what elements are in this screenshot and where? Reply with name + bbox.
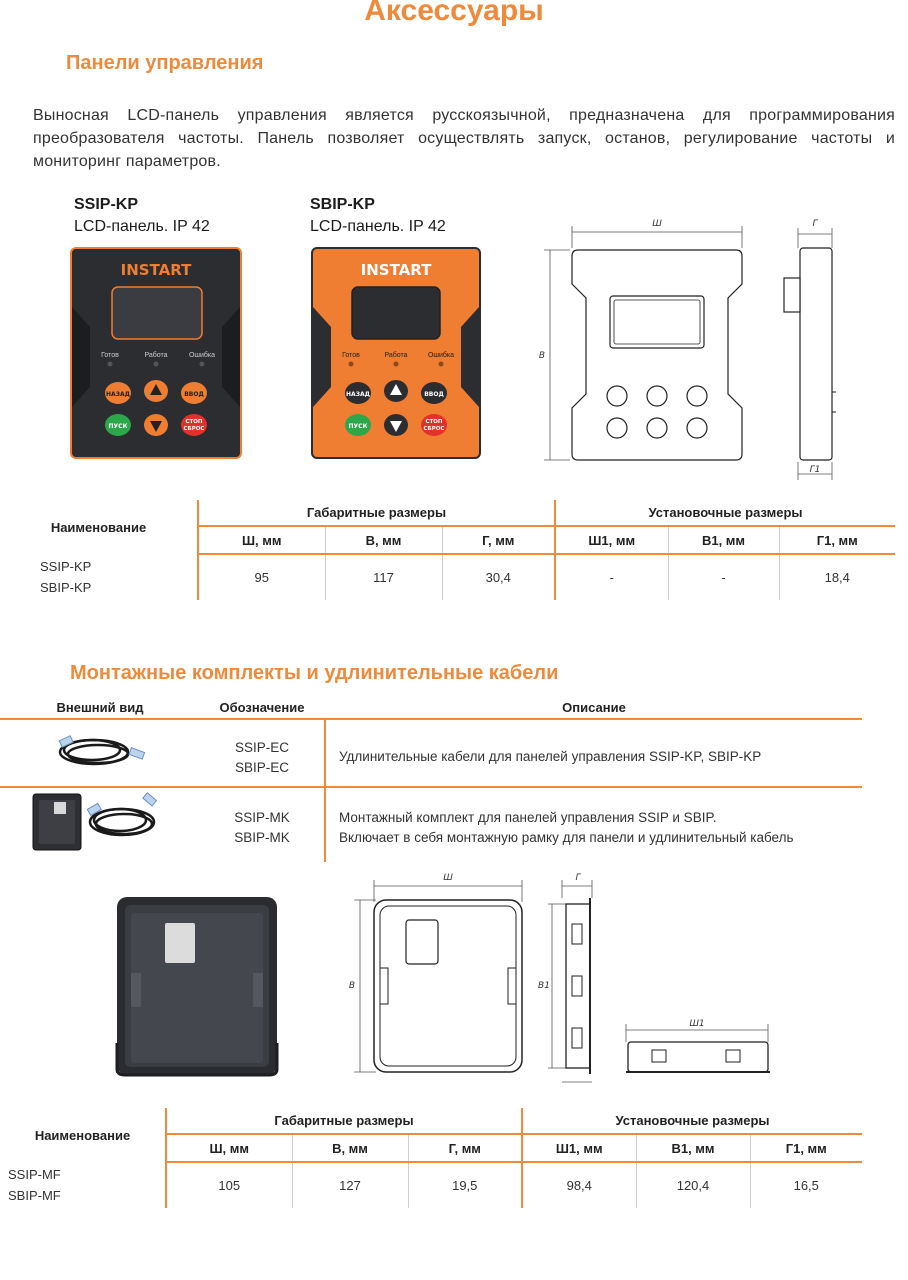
- page-title: Аксессуары: [364, 0, 544, 27]
- cell-value: -: [555, 554, 668, 600]
- table1-col-w: Ш, мм: [198, 526, 325, 554]
- section-title-panels: Панели управления: [66, 52, 264, 74]
- kit-description: Удлинительные кабели для панелей управления SSIP-KP, SBIP-KP: [339, 749, 762, 764]
- kit-description: Монтажный комплект для панелей управления SSIP и SBIP.: [339, 810, 717, 825]
- cell-value: 16,5: [750, 1162, 862, 1208]
- product-caption-ssip: [74, 196, 210, 236]
- led-label-error: Ошибка: [188, 352, 216, 359]
- row-name: SBIP-KP: [40, 580, 92, 595]
- cell-value: 98,4: [522, 1162, 636, 1208]
- cell-value: 95: [198, 554, 325, 600]
- frame-dim-w-label: Ш: [443, 873, 453, 883]
- kits-header-description: Описание: [562, 700, 626, 715]
- btn-enter-label: ВВОД: [424, 391, 444, 398]
- btn-stop-label: СТОП: [425, 419, 443, 425]
- frame-dim-h-label: В: [348, 981, 356, 991]
- cell-value: 117: [325, 554, 442, 600]
- cell-value: 105: [166, 1162, 292, 1208]
- led-label-run: Работа: [384, 352, 408, 359]
- kit-code: SBIP-MK: [234, 830, 290, 845]
- table2-group-overall: Габаритные размеры: [166, 1108, 522, 1134]
- led-label-run: Работа: [144, 352, 168, 359]
- product-subtitle: LCD-панель. IP 42: [74, 218, 210, 235]
- frame-dim-w1-label: Ш1: [689, 1019, 705, 1029]
- product-name: SBIP-KP: [310, 196, 375, 213]
- table2-col-w1: Ш1, мм: [522, 1134, 636, 1162]
- kit-description: Включает в себя монтажную рамку для панели и удлинительный кабель: [339, 830, 794, 845]
- table1-group-mounting: Установочные размеры: [555, 500, 895, 526]
- btn-enter-label: ВВОД: [184, 391, 204, 398]
- mounting-kit-image: [32, 792, 162, 852]
- table2-col-d1: Г1, мм: [750, 1134, 862, 1162]
- panel-dimension-drawing: [530, 212, 850, 492]
- table2-col-d: Г, мм: [408, 1134, 522, 1162]
- dim-h-label: В: [538, 351, 546, 361]
- led-label-ready: Готов: [342, 352, 360, 359]
- kits-table: [0, 694, 862, 864]
- table1-name-header: Наименование: [50, 519, 147, 535]
- cell-value: 18,4: [779, 554, 895, 600]
- frame-dim-d-label: Г: [575, 873, 581, 883]
- kit-code: SSIP-MK: [234, 810, 290, 825]
- btn-back-label: НАЗАД: [106, 391, 130, 398]
- btn-back-label: НАЗАД: [346, 391, 370, 398]
- btn-start-label: ПУСК: [348, 423, 368, 430]
- dim-d1-label: Г1: [809, 465, 821, 475]
- brand-logo: INSTART: [360, 261, 432, 279]
- product-name: SSIP-KP: [74, 196, 139, 213]
- table2-name-header: Наименование: [34, 1127, 131, 1143]
- table1-col-d: Г, мм: [442, 526, 555, 554]
- btn-reset-label: СБРОС: [183, 426, 205, 432]
- cell-value: 19,5: [408, 1162, 522, 1208]
- btn-reset-label: СБРОС: [423, 426, 445, 432]
- table2-group-mounting: Установочные размеры: [522, 1108, 862, 1134]
- cell-value: -: [668, 554, 779, 600]
- table-row: [0, 1162, 862, 1208]
- table1-col-h: В, мм: [325, 526, 442, 554]
- dim-w-label: Ш: [652, 219, 662, 229]
- frame-dim-h1-label: В1: [538, 981, 550, 991]
- row-name: SBIP-MF: [8, 1188, 61, 1203]
- intro-text: Выносная LCD-панель управления является русскоязычной, предназначена для программирования преобразователя частоты. Панель позволяет осуществлять запуск, останов, регулирование частоты и мониторинг параметров.: [33, 107, 895, 170]
- table2-col-w: Ш, мм: [166, 1134, 292, 1162]
- ssip-kp-panel-image: [70, 247, 242, 459]
- frame-dimensions-table: [0, 1108, 862, 1208]
- table1-col-h1: В1, мм: [668, 526, 779, 554]
- row-name: SSIP-MF: [8, 1167, 61, 1182]
- table1-col-w1: Ш1, мм: [555, 526, 668, 554]
- table1-col-d1: Г1, мм: [779, 526, 895, 554]
- row-name: SSIP-KP: [40, 559, 92, 574]
- table-row: [0, 554, 895, 600]
- kit-code: SBIP-EC: [234, 760, 289, 775]
- product-caption-sbip: [310, 196, 446, 236]
- btn-stop-label: СТОП: [185, 419, 203, 425]
- kit-code: SSIP-EC: [234, 740, 289, 755]
- table2-col-h1: В1, мм: [636, 1134, 750, 1162]
- led-label-ready: Готов: [101, 352, 119, 359]
- cell-value: 120,4: [636, 1162, 750, 1208]
- extension-cable-image: [52, 724, 152, 780]
- brand-logo: INSTART: [120, 261, 192, 279]
- panel-dimensions-table: [0, 500, 895, 600]
- kits-header-designation: Обозначение: [219, 700, 305, 715]
- dim-d-label: Г: [812, 219, 818, 229]
- frame-dimension-drawing: [340, 868, 790, 1090]
- kits-header-appearance: Внешний вид: [56, 700, 144, 715]
- mounting-frame-image: [115, 893, 280, 1078]
- sbip-kp-panel-image: [311, 247, 481, 459]
- led-label-error: Ошибка: [427, 352, 455, 359]
- btn-start-label: ПУСК: [108, 423, 128, 430]
- cell-value: 30,4: [442, 554, 555, 600]
- table1-group-overall: Габаритные размеры: [198, 500, 555, 526]
- product-subtitle: LCD-панель. IP 42: [310, 218, 446, 235]
- section-title-kits: Монтажные комплекты и удлинительные кабели: [70, 662, 559, 684]
- cell-value: 127: [292, 1162, 408, 1208]
- table2-col-h: В, мм: [292, 1134, 408, 1162]
